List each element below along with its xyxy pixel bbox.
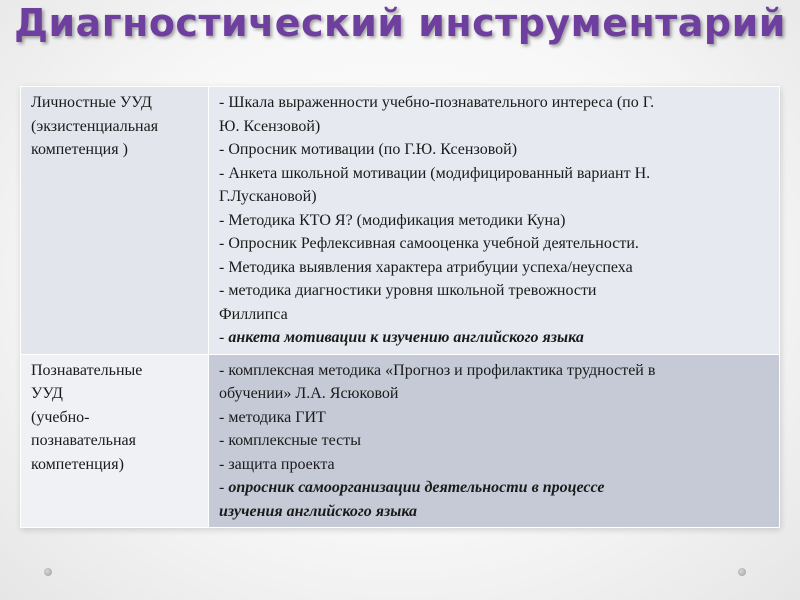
decor-dot-left <box>44 568 52 576</box>
method-line: - комплексная методика «Прогноз и профилактика трудностей в <box>219 361 656 379</box>
method-line: Филлипса <box>219 305 288 323</box>
method-line: - методика диагностики уровня школьной тревожности <box>219 282 597 299</box>
category-line: (экзистенциальная <box>31 117 159 135</box>
category-line: компетенция) <box>31 455 124 473</box>
dash-prefix: - <box>219 479 229 496</box>
method-line-emphasis <box>219 476 769 500</box>
method-line: - Анкета школьной мотивации (модифицированный вариант Н. <box>219 164 651 182</box>
method-line: - Опросник Рефлексивная самооценка учебной деятельности. <box>219 235 639 252</box>
method-line: обучении» Л.А. Ясюковой <box>219 385 399 402</box>
method-line: - Опросник мотивации (по Г.Ю. Ксензовой) <box>219 141 518 158</box>
method-line: - Методика КТО Я? (модификация методики Куна) <box>219 211 566 229</box>
method-line: - комплексные тесты <box>219 432 361 449</box>
slide-title: Диагностический инструментарий <box>14 1 786 45</box>
emphasis-text: анкета мотивации к изучению английского языка <box>228 329 584 346</box>
emphasis-text: изучения английского языка <box>219 502 418 520</box>
diagnostic-table <box>20 86 780 528</box>
emphasis-text: опросник самоорганизации деятельности в процессе <box>228 479 605 496</box>
method-line: - методика ГИТ <box>219 408 326 426</box>
method-line-emphasis <box>219 326 769 350</box>
category-line: (учебно- <box>31 408 90 426</box>
category-line: Личностные УУД <box>31 94 152 111</box>
table-row <box>21 354 780 528</box>
category-line: компетенция ) <box>31 141 128 158</box>
method-line: - Шкала выраженности учебно-познавательного интереса (по Г. <box>219 94 655 111</box>
row-methods-cell <box>209 87 780 355</box>
row-category-cell <box>21 87 209 355</box>
method-line: Г.Лускановой) <box>219 188 317 205</box>
category-line: УУД <box>31 385 63 402</box>
table-row <box>21 87 780 355</box>
category-line: познавательная <box>31 432 136 449</box>
row-methods-cell <box>209 354 780 528</box>
method-line: Ю. Ксензовой) <box>219 117 321 135</box>
method-line: - Методика выявления характера атрибуции успеха/неуспеха <box>219 258 633 276</box>
category-line: Познавательные <box>31 361 143 379</box>
decor-dot-right <box>738 568 746 576</box>
row-category-cell <box>21 354 209 528</box>
method-line: - защита проекта <box>219 455 335 473</box>
dash-prefix: - <box>219 329 229 346</box>
